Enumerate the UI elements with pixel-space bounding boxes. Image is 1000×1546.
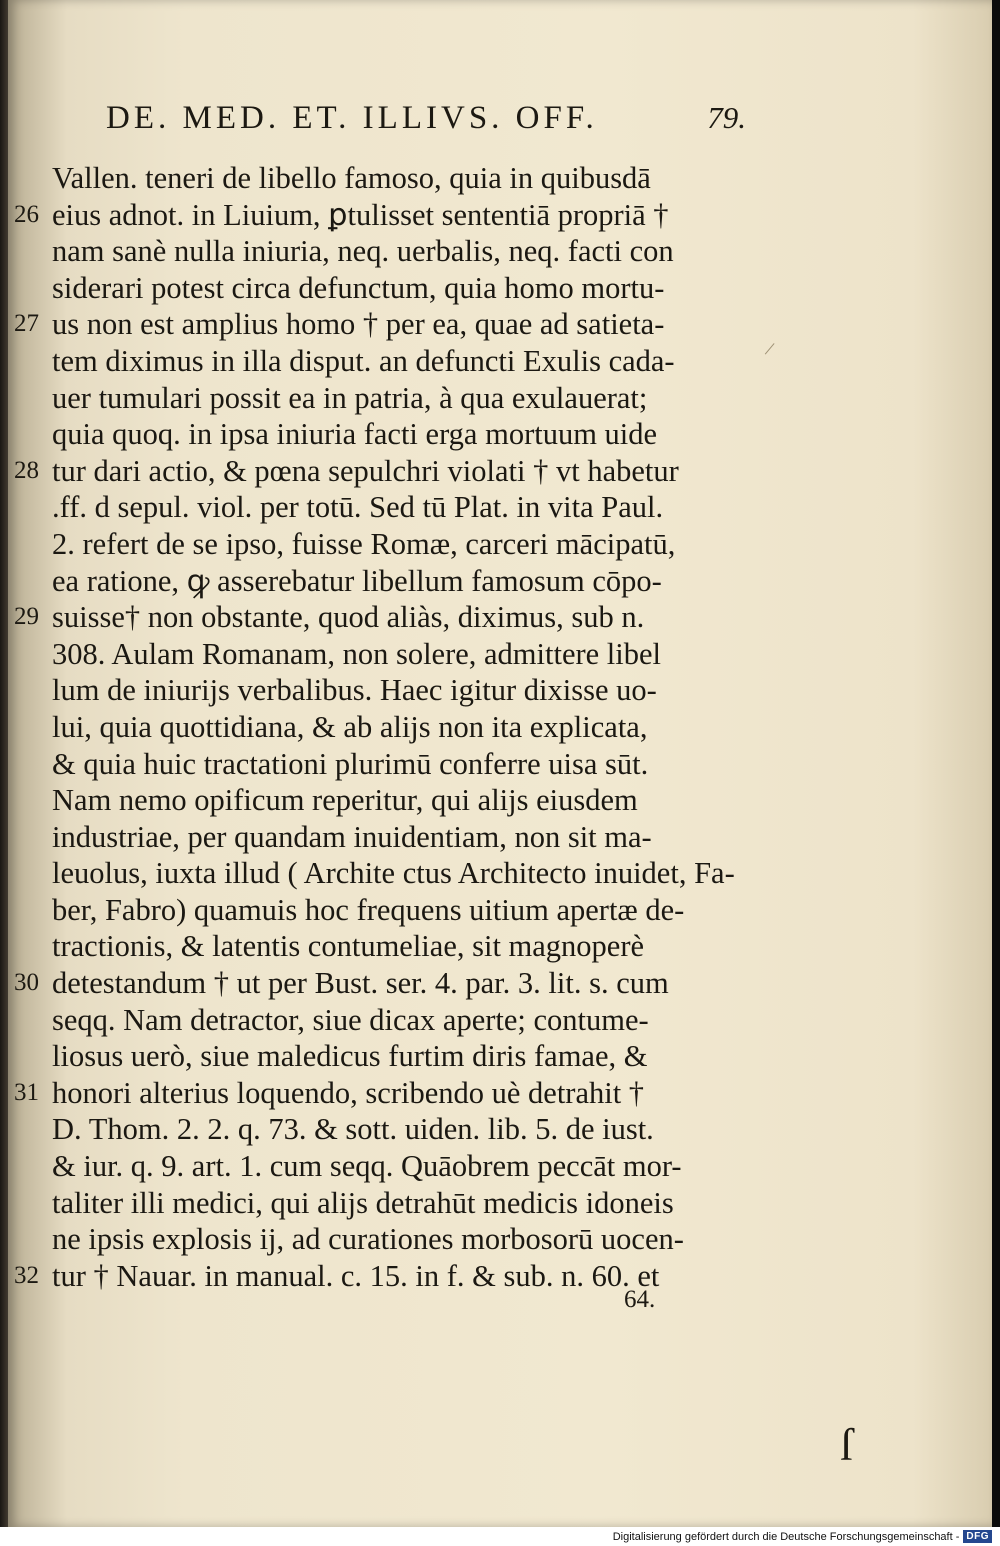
text-line: industriae, per quandam inuidentiam, non sit ma-	[52, 819, 652, 854]
footer-bar	[0, 1527, 1000, 1546]
text-line: tur dari actio, & pœna sepulchri violati † vt habetur	[52, 453, 679, 488]
text-line: nam sanè nulla iniuria, neq. uerbalis, neq. facti con	[52, 234, 674, 269]
text-line: 2. refert de se ipso, fuisse Romæ, carceri mācipatū,	[52, 526, 676, 561]
text-line: tractionis, & latentis contumeliae, sit magnoperè	[52, 929, 645, 964]
text-line: ber, Fabro) quamuis hoc frequens uitium apertæ de-	[52, 892, 685, 927]
text-block	[52, 160, 772, 1294]
text-line: siderari potest circa defunctum, quia homo mortu-	[52, 270, 665, 305]
quire-mark: ſ	[840, 1419, 853, 1470]
text-line: Nam nemo opificum reperitur, qui alijs eiusdem	[52, 783, 638, 818]
text-line: leuolus, iuxta illud ( Archite ctus Architecto inuidet, Fa-	[52, 856, 735, 891]
dfg-logo: DFG	[963, 1530, 992, 1543]
text-line: us non est amplius homo † per ea, quae ad satieta-	[52, 307, 665, 342]
text-line: ea ratione, ꝙ asserebatur libellum famosum cōpo-	[52, 563, 662, 598]
text-line: detestandum † ut per Bust. ser. 4. par. 3. lit. s. cum	[52, 966, 669, 1001]
text-line: lum de iniurijs verbalibus. Haec igitur dixisse uo-	[52, 673, 657, 708]
text-line: lui, quia quottidiana, & ab alijs non ita explicata,	[52, 709, 648, 744]
margin-number: 30	[14, 969, 39, 997]
text-line: ne ipsis explosis ij, ad curationes morbosorū uocen-	[52, 1222, 684, 1257]
footer-credit: Digitalisierung gefördert durch die Deutsche Forschungsgemeinschaft -	[612, 1530, 960, 1543]
signature-mark: 64.	[624, 1286, 656, 1313]
text-line: liosus uerò, siue maledicus furtim diris famae, &	[52, 1039, 648, 1074]
text-line: & iur. q. 9. art. 1. cum seqq. Quāobrem peccāt mor-	[52, 1149, 682, 1184]
margin-number: 32	[14, 1262, 39, 1289]
text-line: & quia huic tractationi plurimū conferre uisa sūt.	[52, 746, 649, 781]
running-title: DE. MED. ET. ILLIVS. OFF.	[106, 100, 598, 136]
text-line: quia quoq. in ipsa iniuria facti erga mortuum uide	[52, 417, 658, 452]
margin-number: 29	[14, 603, 39, 631]
text-line: taliter illi medici, qui alijs detrahūt medicis idoneis	[52, 1185, 674, 1220]
running-head	[106, 100, 746, 137]
text-line: eius adnot. in Liuium, ꝑtulisset sententiā propriā †	[52, 197, 669, 232]
book-page	[8, 0, 992, 1527]
text-line: tem diximus in illa disput. an defuncti Exulis cada-	[52, 343, 675, 378]
margin-number: 26	[14, 200, 39, 228]
text-line: tur † Nauar. in manual. c. 15. in f. & sub. n. 60. et	[52, 1258, 660, 1293]
text-line: uer tumulari possit ea in patria, à qua exulauerat;	[52, 380, 648, 415]
text-line: suisse† non obstante, quod aliàs, diximus, sub n.	[52, 600, 645, 635]
text-line: D. Thom. 2. 2. q. 73. & sott. uiden. lib. 5. de iust.	[52, 1112, 654, 1147]
margin-number: 28	[14, 456, 39, 484]
margin-number: 27	[14, 310, 39, 338]
margin-number: 31	[14, 1079, 39, 1106]
text-line: honori alterius loquendo, scribendo uè detrahit †	[52, 1075, 645, 1110]
text-line: 308. Aulam Romanam, non solere, admittere libel	[52, 636, 662, 671]
text-line: Vallen. teneri de libello famoso, quia in quibusdā	[52, 161, 651, 195]
text-line: seqq. Nam detractor, siue dicax aperte; contume-	[52, 1002, 649, 1037]
text-line: .ff. d sepul. viol. per totū. Sed tū Plat. in vita Paul.	[52, 490, 664, 525]
page-number: 79.	[707, 100, 746, 135]
